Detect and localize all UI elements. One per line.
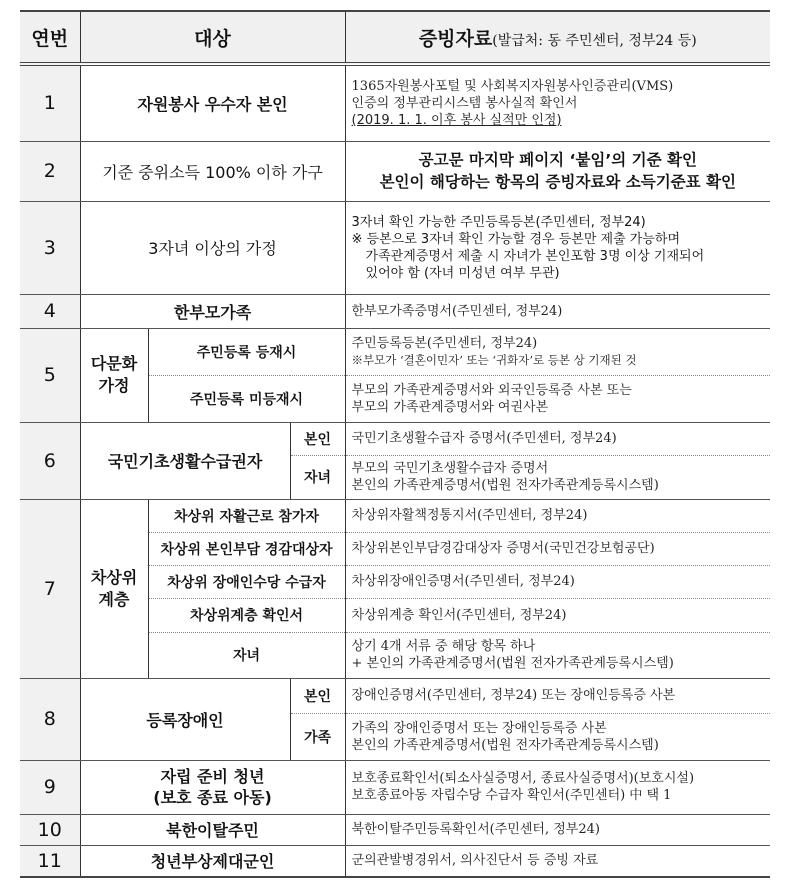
row-target: 자립 준비 청년 (보호 종료 아동) — [80, 760, 345, 814]
doc-line: 국민기초생활수급자 증명서(주민센터, 정부24) — [351, 431, 617, 446]
doc-line: ※ 등본으로 3자녀 확인 가능할 경우 등본만 제출 가능하며 — [351, 231, 681, 247]
row-docs — [345, 201, 770, 294]
table-row — [20, 422, 770, 455]
row-docs — [345, 455, 770, 499]
sub-target: 차상위 자활근로 참가자 — [148, 499, 345, 532]
row-docs — [345, 845, 770, 877]
row-number: 3 — [20, 201, 80, 294]
doc-line: 부모의 가족관계증명서와 외국인등록증 사본 또는 — [351, 382, 632, 398]
doc-line: 장애인증명서(주민센터, 정부24) 또는 장애인등록증 사본 — [351, 688, 676, 703]
row-docs — [345, 532, 770, 565]
doc-line: 공고문 마지막 페이지 ‘붙임’의 기준 확인 — [418, 151, 697, 169]
doc-line: 보호종료확인서(퇴소사실증명서, 종료사실증명서)(보호시설) — [351, 771, 695, 786]
row-docs — [345, 760, 770, 814]
row-docs — [345, 598, 770, 632]
doc-line: 군의관발병경위서, 의사진단서 등 증빙 자료 — [351, 853, 599, 869]
table-row — [20, 499, 770, 532]
row-target: 3자녀 이상의 가정 — [80, 201, 345, 294]
doc-line: 상기 4개 서류 중 해당 항목 하나 — [351, 639, 536, 654]
table-header-row — [20, 11, 770, 64]
doc-line: 주민등록등본(주민센터, 정부24) — [351, 335, 538, 351]
doc-line: 3자녀 확인 가능한 주민등록등본(주민센터, 정부24) — [351, 214, 646, 230]
row-docs — [345, 328, 770, 375]
table-row — [20, 760, 770, 814]
doc-line: 가족의 장애인증명서 또는 장애인등록증 사본 — [351, 720, 607, 736]
doc-line: 차상위자활책정통지서(주민센터, 정부24) — [351, 508, 588, 523]
row-target: 등록장애인 — [80, 678, 290, 760]
sub-target: 본인 — [290, 422, 345, 455]
row-number: 10 — [20, 814, 80, 845]
table-row — [20, 141, 770, 201]
doc-note: (2019. 1. 1. 이후 봉사 실적만 인정) — [351, 112, 562, 128]
doc-line: 차상위본인부담경감대상자 증명서(국민건강보험공단) — [351, 541, 655, 556]
sub-target: 차상위계층 확인서 — [148, 598, 345, 632]
doc-line: 부모의 국민기초생활수급자 증명서 — [351, 461, 549, 476]
doc-line: 본인의 가족관계증명서(법원 전자가족관계등록시스템) — [351, 478, 659, 493]
doc-line: 인증의 정부관리시스템 봉사실적 확인서 — [351, 95, 578, 111]
row-target: 북한이탈주민 — [80, 814, 345, 845]
row-docs — [345, 565, 770, 598]
doc-line: + 본인의 가족관계증명서(법원 전자가족관계등록시스템) — [351, 656, 674, 671]
sub-target: 차상위 본인부담 경감대상자 — [148, 532, 345, 565]
row-number: 1 — [20, 64, 80, 141]
doc-line: ※부모가 ‘결혼이민자’ 또는 ‘귀화자’로 등본 상 기재된 것 — [351, 352, 637, 367]
row-docs — [345, 422, 770, 455]
row-target: 국민기초생활수급권자 — [80, 422, 290, 499]
doc-line: 차상위계층 확인서(주민센터, 정부24) — [351, 607, 567, 623]
header-target: 대상 — [80, 11, 345, 64]
header-docs-source: (발급처: 동 주민센터, 정부24 등) — [492, 32, 697, 49]
row-number: 6 — [20, 422, 80, 499]
row-docs — [345, 814, 770, 845]
sub-target: 차상위 장애인수당 수급자 — [148, 565, 345, 598]
row-docs — [345, 141, 770, 201]
row-number: 9 — [20, 760, 80, 814]
row-number: 5 — [20, 328, 80, 422]
header-no: 연번 — [20, 11, 80, 64]
row-docs — [345, 632, 770, 678]
sub-target: 본인 — [290, 678, 345, 713]
row-number: 7 — [20, 499, 80, 678]
row-docs — [345, 499, 770, 532]
table-row — [20, 845, 770, 877]
doc-line: 북한이탈주민등록확인서(주민센터, 정부24) — [351, 822, 600, 837]
table-row — [20, 328, 770, 375]
table-row — [20, 294, 770, 328]
eligibility-documents-table — [20, 10, 770, 878]
sub-target: 자녀 — [290, 455, 345, 499]
row-target: 다문화 가정 — [80, 328, 148, 422]
row-docs — [345, 64, 770, 141]
row-number: 2 — [20, 141, 80, 201]
doc-line: 보호종료아동 자립수당 수급자 확인서(주민센터) 中 택 1 — [351, 788, 672, 803]
row-number: 11 — [20, 845, 80, 877]
doc-line: 본인의 가족관계증명서(법원 전자가족관계등록시스템) — [351, 737, 659, 753]
row-target: 차상위 계층 — [80, 499, 148, 678]
row-docs — [345, 375, 770, 422]
sub-target: 자녀 — [148, 632, 345, 678]
row-docs — [345, 678, 770, 713]
doc-line: 한부모가족증명서(주민센터, 정부24) — [351, 303, 563, 319]
doc-line: 가족관계증명서 제출 시 자녀가 본인포함 3명 이상 기재되어 — [365, 248, 705, 264]
row-target: 자원봉사 우수자 본인 — [80, 64, 345, 141]
table-row — [20, 678, 770, 713]
row-number: 4 — [20, 294, 80, 328]
row-target: 기준 중위소득 100% 이하 가구 — [80, 141, 345, 201]
doc-line: 차상위장애인증명서(주민센터, 정부24) — [351, 574, 575, 589]
doc-line: 본인이 해당하는 항목의 증빙자료와 소득기준표 확인 — [379, 173, 736, 191]
table-row — [20, 814, 770, 845]
row-number: 8 — [20, 678, 80, 760]
sub-target: 주민등록 미등재시 — [148, 375, 345, 422]
table-row — [20, 64, 770, 141]
row-target: 청년부상제대군인 — [80, 845, 345, 877]
row-target: 한부모가족 — [80, 294, 345, 328]
row-docs — [345, 713, 770, 760]
doc-line: 있어야 함 (자녀 미성년 여부 무관) — [365, 265, 560, 281]
header-docs-label: 증빙자료 — [418, 27, 493, 50]
row-docs — [345, 294, 770, 328]
header-docs — [345, 11, 770, 64]
doc-line: 부모의 가족관계증명서와 여권사본 — [351, 399, 549, 415]
table-row — [20, 201, 770, 294]
sub-target: 주민등록 등재시 — [148, 328, 345, 375]
doc-line: 1365자원봉사포털 및 사회복지자원봉사인증관리(VMS) — [351, 78, 674, 94]
sub-target: 가족 — [290, 713, 345, 760]
